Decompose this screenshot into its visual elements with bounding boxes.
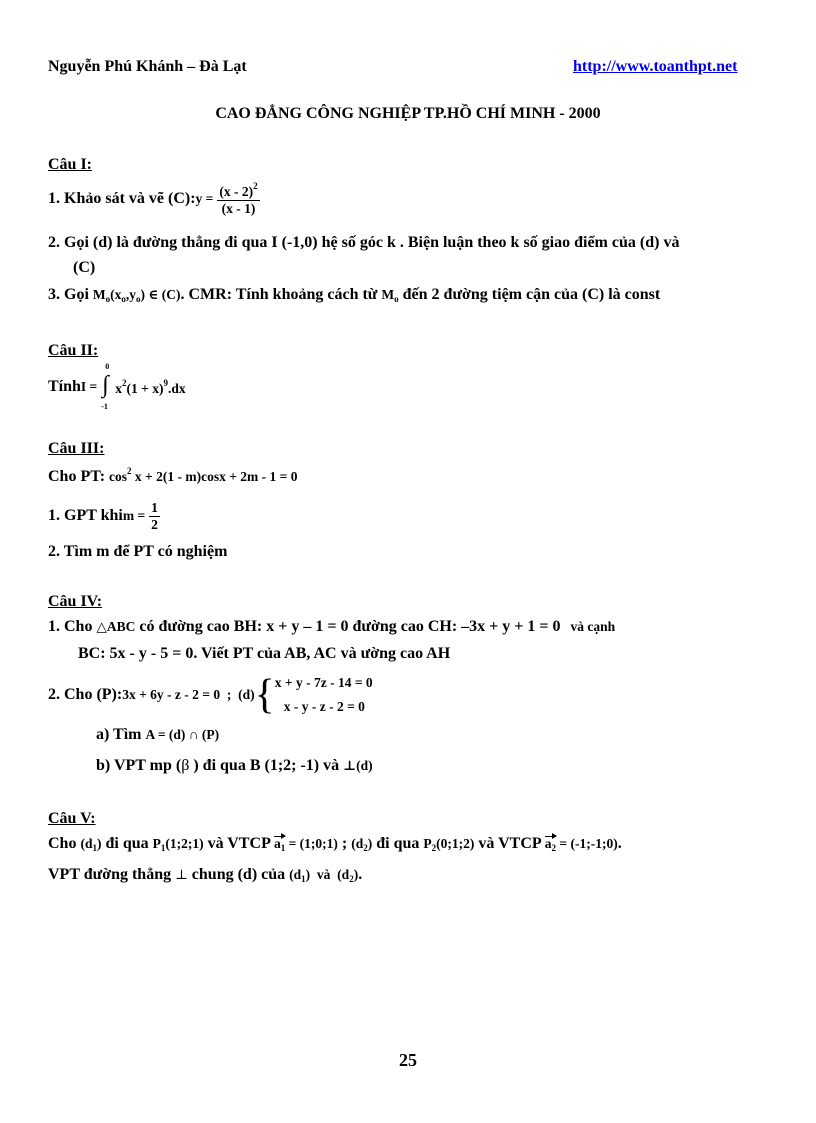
page-number: 25 [399, 1050, 417, 1070]
d2b-sub: 2 [349, 874, 354, 884]
frac-numerator-exp: 2 [253, 181, 258, 191]
x-sub: o [121, 294, 126, 304]
a2-sub: 2 [551, 843, 557, 853]
cau1-item2-line2: (C) [73, 259, 96, 276]
system-brace: { [254, 672, 275, 718]
cau3-item1 [48, 494, 160, 538]
integral-upper: 0 [105, 362, 110, 371]
integrand-paren: (1 + x) [126, 380, 164, 396]
triangle-abc: △ABC [96, 619, 136, 634]
perp-symbol: ⊥ [175, 867, 188, 882]
a1-sub: 1 [280, 843, 286, 853]
cau1-item3-formula [93, 287, 181, 302]
cau4-item1-heights: có đường cao BH: x + y – 1 = 0 đường cao CH: –3x + y + 1 = 0 [135, 618, 561, 635]
y-part: ,y [125, 287, 137, 302]
line-d-label: (d) [238, 687, 255, 702]
a1-letter: a [273, 836, 281, 851]
cau5-vtcp-1: và VTCP [203, 835, 274, 852]
p2-letter: P [423, 836, 432, 851]
heading-cau-4: Câu IV: [48, 593, 103, 610]
beta-symbol: β [181, 757, 190, 774]
d1b-open: (d [289, 867, 302, 882]
cau3-fraction [149, 500, 160, 533]
cau1-item3-prefix: 3. Gọi [48, 286, 93, 303]
cau1-item3-suffix: đến 2 đường tiệm cận của (C) là const [398, 286, 661, 303]
in-c: ) ∈ (C) [140, 287, 181, 302]
integrand-exp2: 9 [163, 377, 168, 388]
line-d-system [275, 671, 373, 719]
cau4-item1-line1 [48, 618, 615, 636]
d1-label [80, 836, 101, 851]
d2-close: ) [367, 836, 373, 851]
cau5-di-qua-1: đi qua [101, 835, 153, 852]
system-eq-2: x - y - z - 2 = 0 [283, 699, 365, 714]
page-title: CAO ĐẲNG CÔNG NGHIỆP TP.HỒ CHÍ MINH - 2000 [215, 105, 601, 122]
d1b-sub: 1 [301, 874, 306, 884]
a2-letter: a [544, 836, 552, 851]
p1-coords: (1;2;1) [165, 836, 204, 851]
a1-vector [274, 836, 338, 851]
integral-lower: -1 [101, 402, 108, 411]
d1b-close: ) [305, 867, 311, 882]
a2-coords: = (-1;-1;0) [556, 836, 618, 851]
heading-cau-2: Câu II: [48, 342, 99, 359]
x-part: (x [110, 287, 122, 302]
cau1-item1-label: 1. Khảo sát và vẽ (C): [48, 190, 196, 207]
m-symbol-2: M [381, 287, 395, 302]
heading-cau-3: Câu III: [48, 440, 105, 457]
m-sub-2: o [394, 294, 399, 304]
cau4-item2 [48, 671, 373, 719]
frac-denominator: (x - 1) [217, 200, 259, 217]
cau4-item2-label: 2. Cho (P): [48, 686, 123, 703]
d2-label-2 [337, 867, 358, 882]
cau3-pt-formula [109, 466, 298, 484]
cau4-item1-suffix: và cạnh [570, 619, 616, 634]
integrand-x: x [115, 380, 122, 396]
cau1-item3-text: . CMR: Tính khoảng cách từ [180, 286, 382, 303]
y-sub: o [136, 294, 141, 304]
d2b-open: (d [337, 867, 350, 882]
cau5-period-1: . [617, 835, 622, 852]
cau2-label: Tính [48, 378, 81, 395]
cau1-item2-line1: 2. Gọi (d) là đường thẳng đi qua I (-1,0) hệ số góc k . Biện luận theo k số giao điểm của (d) và [48, 234, 680, 251]
sub-a-label: a) Tìm [96, 726, 146, 743]
cau5-vtcp-2: và VTCP [474, 835, 545, 852]
integrand-exp: 2 [122, 377, 127, 388]
cau3-item1-label: 1. GPT khi [48, 507, 123, 524]
cau5-va: và [310, 867, 338, 882]
p2-coords: (0;1;2) [436, 836, 475, 851]
cau3-pt-label: Cho PT: [48, 468, 110, 485]
cau4-item1-prefix: 1. Cho [48, 618, 97, 635]
m-symbol: M [92, 287, 106, 302]
d2-sub: 2 [363, 843, 368, 853]
a2-vector [545, 836, 618, 851]
d2-label [351, 836, 372, 851]
d1-sub: 1 [92, 843, 97, 853]
cau5-cho: Cho [48, 835, 81, 852]
integrand [115, 378, 185, 397]
cos-rest: x + 2(1 - m)cosx + 2m - 1 = 0 [131, 469, 298, 484]
cau5-line1 [48, 835, 622, 853]
d2-open: (d [351, 836, 364, 851]
heading-cau-5: Câu V: [48, 810, 96, 827]
cau4-item1-line2: BC: 5x - y - 5 = 0. Viết PT của AB, AC và ường cao AH [78, 645, 451, 662]
separator: ; [220, 687, 239, 702]
heading-cau-1: Câu I: [48, 156, 93, 173]
cau4-sub-a [96, 726, 219, 744]
sub-a-formula: A = (d) ∩ (P) [145, 727, 220, 742]
cau3-item2: 2. Tìm m để PT có nghiệm [48, 543, 228, 560]
half-denominator: 2 [151, 516, 158, 532]
p1-point [153, 836, 204, 851]
plane-p-equation: 3x + 6y - z - 2 = 0 [122, 687, 221, 702]
website-link[interactable]: http://www.toanthpt.net [573, 58, 738, 75]
cau2-lhs: I = [80, 379, 98, 394]
cau1-item3-m [381, 287, 398, 302]
sub-b-label: b) VPT mp ( [96, 757, 182, 774]
cau1-item1 [48, 174, 260, 224]
p2-point [423, 836, 474, 851]
cau4-sub-b [96, 757, 373, 775]
cau3-item1-lhs: m = [122, 508, 146, 523]
cau3-equation [48, 466, 297, 486]
cau5-di-qua-2: đi qua [372, 835, 424, 852]
system-eq-1: x + y - 7z - 14 = 0 [274, 675, 373, 690]
p2-sub: 2 [431, 843, 437, 853]
cau5-vpt: VPT đường thẳng [48, 866, 176, 883]
d1-open: (d [80, 836, 93, 851]
cau1-item1-fraction [217, 181, 259, 217]
cau5-chung: chung (d) của [187, 866, 290, 883]
cau1-item1-lhs: y = [195, 191, 214, 206]
perp-d: ⊥(d) [343, 758, 373, 773]
m-sub: o [105, 294, 111, 304]
author-header: Nguyễn Phú Khánh – Đà Lạt [48, 58, 247, 75]
d2b-close: ) [353, 867, 359, 882]
cos-part: cos [109, 469, 128, 484]
cos-exp: 2 [127, 466, 132, 476]
p1-sub: 1 [160, 843, 166, 853]
frac-numerator: (x - 2) [219, 184, 254, 199]
p1-letter: P [152, 836, 161, 851]
a1-coords: = (1;0;1) [285, 836, 338, 851]
cau5-line2 [48, 866, 362, 884]
half-numerator: 1 [151, 499, 158, 515]
cau5-sep: ; [337, 835, 352, 852]
d1-close: ) [96, 836, 102, 851]
cau2-integral [48, 362, 186, 412]
integrand-dx: .dx [167, 380, 186, 396]
cau5-period-2: . [358, 866, 363, 883]
integral-sign: 0 ∫ -1 [101, 362, 110, 411]
cau1-item3 [48, 286, 660, 304]
d1-label-2 [289, 867, 310, 882]
sub-b-text: ) đi qua B (1;2; -1) và [189, 757, 344, 774]
